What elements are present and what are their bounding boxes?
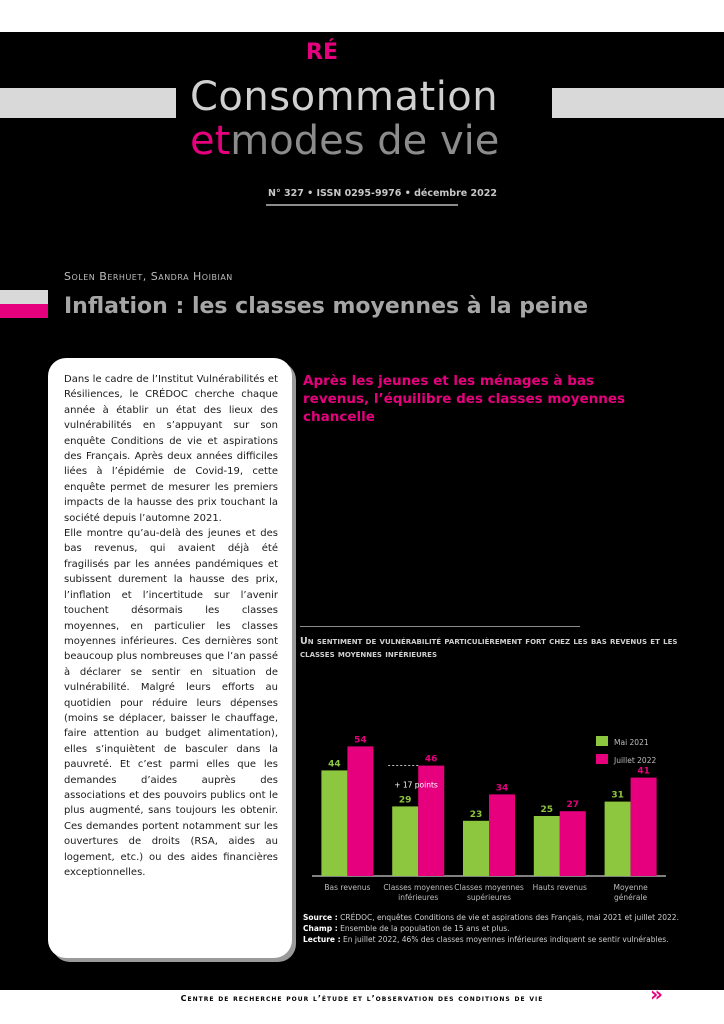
bar-value-label: 23 [469,809,483,820]
lecture-label: Lecture : [303,935,341,944]
bar-juillet-2022 [347,746,373,876]
bar-value-label: 25 [540,805,554,815]
legend-label: Juillet 2022 [614,756,657,765]
bar-value-label: 29 [398,795,412,806]
source-label: Source : [303,913,338,922]
category-label: supérieures [466,893,512,902]
masthead-title-line2 [190,118,499,164]
masthead-bar-left [0,88,176,118]
masthead-bar-right [552,88,724,118]
legend-swatch [596,736,608,746]
bar-mai-2021 [534,816,560,876]
category-label: générale [614,893,648,902]
legend-swatch [596,754,608,764]
bar-mai-2021 [605,802,631,876]
intro-box [48,358,292,958]
bar-juillet-2022 [631,778,657,876]
masthead-modes-de-vie: modes de vie [230,118,500,164]
category-label: inférieures [398,893,439,902]
bar-value-label: 27 [566,800,580,811]
intro-paragraph-2: Elle montre qu’au-delà des jeunes et des bas revenus, qui avaient déjà été fragilisés par les années pandémiques et subissent durement la hausse des prix, l’inflation et l’incertitude sur l’avenir touchent désormais les classes moyennes, en particulier les classes moyennes inférieures. Ces dernières sont beaucoup plus nombreuses que l’an passé à déclarer se sentir en situation de vulnérabilité. Malgré leurs efforts au quotidien pour réduire leurs dépenses (moins se déplacer, baisser le chauffage, faire attention au budget alimentation), elles s’inquiètent de basculer dans la pauvreté. Et c’est parmi elles que les demandes d’aides auprès des associations et des pouvoirs publics ont le plus augmenté, sans toujours les obtenir. Ces demandes portent notamment sur les ouvertures de droits (RSA, aides au logement, etc.) ou des aides financières exceptionnelles. [64,528,278,878]
bar-value-label: 31 [611,790,624,801]
champ-label: Champ : [303,924,338,933]
authors: Solen Berhuet, Sandra Hoibian [64,270,233,283]
category-label: Hauts revenus [532,883,587,892]
bar-chart [296,692,680,932]
masthead-re: RÉ [306,40,338,65]
chart-source [303,912,703,945]
intro-paragraph-1: Dans le cadre de l’Institut Vulnérabilités et Résiliences, le CRÉDOC cherche chaque année à établir un état des lieux des vulnérabilités en s’appuyant sur son enquête Conditions de vie et aspirations des Français. Après deux années difficiles liées à l’épidémie de Covid-19, cette enquête permet de mesurer les premiers impacts de la hausse des prix touchant la société depuis l’automne 2021. [64,374,278,524]
bar-juillet-2022 [489,794,515,876]
title-bar-pink [0,304,48,318]
bar-value-label: 54 [354,735,367,746]
source-text: CRÉDOC, enquêtes Conditions de vie et aspirations des Français, mai 2021 et juillet 2022. [340,913,679,922]
bar-mai-2021 [463,821,489,876]
category-label: Bas revenus [324,883,371,892]
bar-value-label: 46 [424,754,438,765]
article-title: Inflation : les classes moyennes à la peine [64,294,589,319]
next-chevron-icon[interactable]: » [650,982,663,1006]
bar-juillet-2022 [560,811,586,876]
issue-info: N° 327 • ISSN 0295-9976 • décembre 2022 [268,188,497,199]
lecture-text: En juillet 2022, 46% des classes moyennes inférieures indiquent se sentir vulnérables. [343,935,669,944]
bar-value-label: 44 [328,759,341,770]
title-bar-grey [0,290,48,304]
category-label: Classes moyennes [383,883,454,892]
category-label: Moyenne [613,883,648,892]
masthead-et: et [190,118,231,164]
category-label: Classes moyennes [454,883,524,892]
cover-page [0,32,724,990]
issue-divider [266,204,458,206]
article-subheading: Après les jeunes et les ménages à bas revenus, l’équilibre des classes moyennes chancelle [303,373,626,425]
footer-text: Centre de recherche pour l’étude et l’observation des conditions de vie [180,994,544,1003]
annotation-label: + 17 points [394,780,438,790]
bar-mai-2021 [392,806,418,876]
champ-text: Ensemble de la population de 15 ans et plus. [340,924,510,933]
bar-value-label: 34 [495,783,509,794]
chart-title: Un sentiment de vulnérabilité particulièrement fort chez les bas revenus et les classes moyennes inférieures [300,636,678,660]
bar-mai-2021 [321,770,347,876]
masthead-title-line1: Consommation [190,74,499,120]
legend-label: Mai 2021 [614,738,649,747]
chart-rule [300,626,580,627]
bar-value-label: 41 [637,766,650,777]
